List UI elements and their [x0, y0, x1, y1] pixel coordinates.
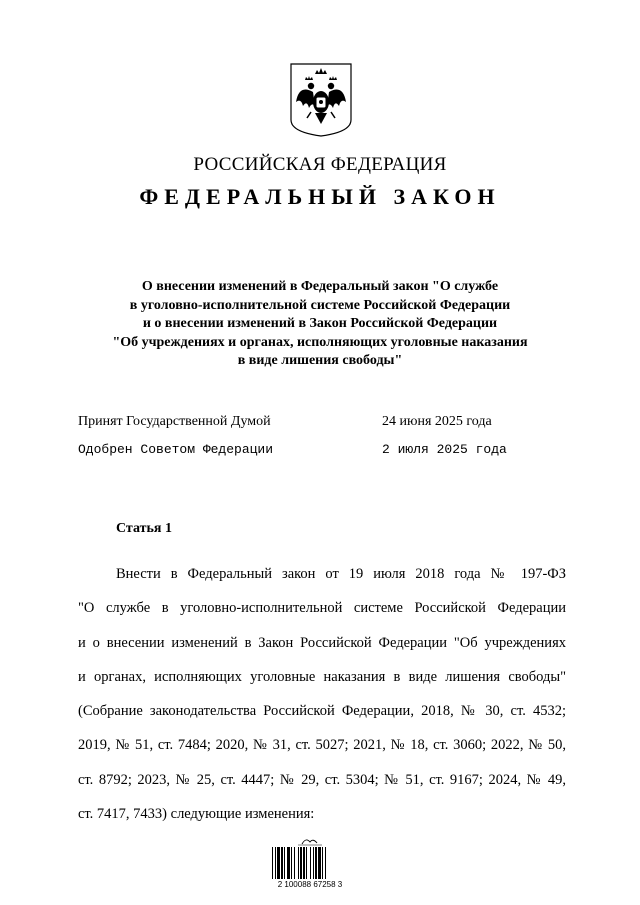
adoption-date: 24 июня 2025 года — [382, 414, 492, 429]
document-stamp — [268, 836, 352, 892]
article-line: и о внесении изменений в Закон Российской Федерации "Об учреждениях — [78, 634, 566, 651]
approval-label: Одобрен Советом Федерации — [78, 442, 274, 457]
barcode-icon — [272, 847, 348, 879]
law-title-line: О внесении изменений в Федеральный закон "О службе — [141, 279, 499, 294]
article-line: ст. 7417, 7433) следующие изменения: — [78, 806, 315, 823]
article-line: "О службе в уголовно-исполнительной системе Российской Федерации — [78, 600, 566, 617]
law-title-line: и о внесении изменений в Закон Российской Федерации — [142, 316, 498, 331]
barcode-number: 2 100088 67258 3 — [277, 880, 343, 889]
document-type: ФЕДЕРАЛЬНЫЙ ЗАКОН — [139, 184, 501, 209]
adoption-row-council — [78, 442, 558, 470]
law-title-line: в уголовно-исполнительной системе Российской Федерации — [129, 297, 511, 313]
article-line: 2019, № 51, ст. 7484; 2020, № 31, ст. 5027; 2021, № 18, ст. 3060; 2022, № 50, — [78, 737, 566, 754]
article-body — [78, 557, 566, 831]
law-title-line: в виде лишения свободы" — [237, 353, 403, 368]
law-title-line: "Об учреждениях и органах, исполняющих уголовные наказания — [112, 334, 528, 350]
article-line: и органах, исполняющих уголовные наказания в виде лишения свободы" — [78, 668, 566, 685]
article-line: Внести в Федеральный закон от 19 июля 2018 года № 197-ФЗ — [116, 566, 566, 582]
registration-mark-icon — [268, 836, 352, 846]
adoption-row-duma — [78, 414, 558, 442]
law-title — [70, 278, 570, 371]
adoption-label: Принят Государственной Думой — [78, 414, 271, 429]
approval-date: 2 июля 2025 года — [382, 442, 507, 457]
article-line: ст. 8792; 2023, № 25, ст. 4447; № 29, ст. 5304; № 51, ст. 9167; 2024, № 49, — [78, 771, 566, 788]
article-line: (Собрание законодательства Российской Федерации, 2018, № 30, ст. 4532; — [78, 703, 566, 720]
coat-of-arms-icon — [289, 62, 353, 138]
country-name: РОССИЙСКАЯ ФЕДЕРАЦИЯ — [193, 154, 447, 175]
adoption-block — [78, 414, 558, 470]
article-heading: Статья 1 — [116, 521, 172, 536]
